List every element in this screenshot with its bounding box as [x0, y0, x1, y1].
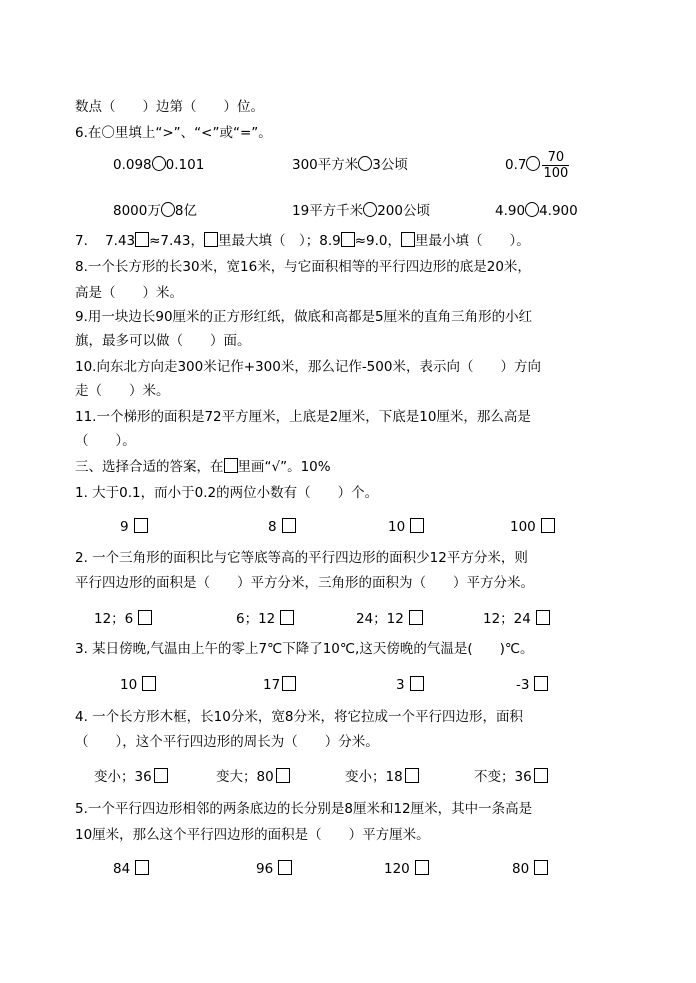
section-3-text-b: 里画“√”。10%	[237, 459, 331, 475]
q6-item-6	[495, 202, 578, 220]
mc1-question: 1. 大于0.1，而小于0.2的两位小数有（ ）个。	[75, 485, 379, 501]
answer-circle[interactable]	[363, 202, 377, 217]
q11-line-1: 11.一个梯形的面积是72平方厘米，上底是2厘米，下底是10厘米，那么高是	[75, 409, 531, 425]
fraction-numerator: 70	[542, 150, 569, 166]
fraction-denominator: 100	[543, 165, 569, 181]
mc5-line-1: 5.一个平行四边形相邻的两条底边的长分别是8厘米和12厘米，其中一条高是	[75, 801, 533, 817]
digit-box[interactable]	[135, 232, 149, 247]
q7-text-b: ≈7.43，	[149, 233, 204, 249]
checkbox[interactable]	[410, 676, 424, 691]
mc3-option	[263, 676, 296, 694]
checkbox[interactable]	[138, 610, 152, 625]
box-symbol	[224, 458, 238, 473]
mc1-option	[510, 518, 555, 536]
checkbox[interactable]	[278, 860, 292, 875]
q7-text-d: ≈9.0，	[354, 233, 402, 249]
mc2-option	[94, 610, 152, 628]
checkbox[interactable]	[282, 518, 296, 533]
checkbox[interactable]	[134, 518, 148, 533]
mc2-option	[483, 610, 550, 628]
mc3-option	[120, 676, 156, 694]
option-label: 12；6	[94, 611, 134, 627]
mc4-option	[94, 768, 168, 786]
option-label: 84	[113, 861, 131, 877]
checkbox[interactable]	[405, 768, 419, 783]
answer-circle[interactable]	[152, 156, 166, 171]
option-label: 变大；80	[216, 769, 274, 785]
q7-text-e: 里最小填（ ）。	[415, 233, 530, 249]
q6-item-4-right: 8亿	[174, 203, 197, 219]
option-label: 变小；36	[94, 769, 152, 785]
mc3-question: 3. 某日傍晚,气温由上午的零上7℃下降了10℃,这天傍晚的气温是( )℃。	[75, 641, 534, 657]
q7-number: 7.	[75, 233, 88, 249]
mc3-option	[396, 676, 424, 694]
q6-item-5	[292, 202, 430, 220]
mc2-option	[356, 610, 423, 628]
mc1-option	[120, 518, 148, 536]
q6-item-3	[505, 148, 569, 182]
mc5-line-2: 10厘米，那么这个平行四边形的面积是（ ）平方厘米。	[75, 827, 430, 843]
mc5-option	[384, 860, 429, 878]
option-label: 10	[120, 677, 138, 693]
q10-line-1: 10.向东北方向走300米记作+300米，那么记作-500米，表示向（ ）方向	[75, 359, 541, 375]
checkbox[interactable]	[135, 860, 149, 875]
digit-box[interactable]	[341, 232, 355, 247]
q6-item-1	[113, 156, 204, 174]
mc5-option	[256, 860, 292, 878]
option-label: 3	[396, 677, 405, 693]
q6-item-2	[292, 156, 408, 174]
q6-item-3-left: 0.7	[505, 157, 527, 173]
q10-line-2: 走（ ）米。	[75, 383, 170, 399]
q6-item-5-right: 200公顷	[377, 203, 430, 219]
mc5-option	[113, 860, 149, 878]
checkbox[interactable]	[142, 676, 156, 691]
q6-item-5-left: 19平方千米	[292, 203, 364, 219]
mc2-line-2: 平行四边形的面积是（ ）平方分米，三角形的面积为（ ）平方分米。	[75, 575, 534, 591]
section-3-heading	[75, 458, 331, 476]
q6-item-6-right: 4.900	[539, 203, 578, 219]
q11-line-2: （ ）。	[75, 433, 136, 449]
option-label: 变小；18	[345, 769, 403, 785]
mc1-option	[268, 518, 296, 536]
q6-item-1-right: 0.101	[165, 157, 205, 173]
mc1-option	[388, 518, 424, 536]
checkbox[interactable]	[409, 610, 423, 625]
mc3-option	[516, 676, 548, 694]
q5-continuation: 数点（ ）边第（ ）位。	[75, 99, 264, 115]
option-label: 不变；36	[474, 769, 532, 785]
q7-text-a: 7.43	[105, 233, 136, 249]
checkbox[interactable]	[276, 768, 290, 783]
digit-box[interactable]	[204, 232, 218, 247]
q9-line-1: 9.用一块边长90厘米的正方形红纸，做底和高都是5厘米的直角三角形的小红	[75, 309, 533, 325]
answer-circle[interactable]	[525, 202, 539, 217]
mc4-option	[345, 768, 419, 786]
mc4-option	[216, 768, 290, 786]
option-label: 12；24	[483, 611, 531, 627]
option-label: -3	[516, 677, 530, 693]
option-label: 8	[268, 519, 277, 535]
q6-item-4	[113, 202, 197, 220]
option-label: 6；12	[236, 611, 276, 627]
q8-line-2: 高是（ ）米。	[75, 285, 183, 301]
q6-item-2-left: 300平方米	[292, 157, 359, 173]
checkbox[interactable]	[154, 768, 168, 783]
q8-line-1: 8.一个长方形的长30米，宽16米，与它面积相等的平行四边形的底是20米，	[75, 259, 531, 275]
checkbox[interactable]	[534, 860, 548, 875]
mc4-option	[474, 768, 548, 786]
option-label: 17	[263, 677, 281, 693]
option-label: 96	[256, 861, 274, 877]
mc5-option	[512, 860, 548, 878]
mc2-option	[236, 610, 294, 628]
answer-circle[interactable]	[161, 202, 175, 217]
option-label: 80	[512, 861, 530, 877]
option-label: 9	[120, 519, 129, 535]
q6-item-2-right: 3公顷	[372, 157, 408, 173]
answer-circle[interactable]	[526, 156, 540, 171]
option-label: 120	[384, 861, 410, 877]
option-label: 10	[388, 519, 406, 535]
q6-title: 6.在〇里填上“>”、“<”或“=”。	[75, 125, 272, 141]
q6-item-1-left: 0.098	[113, 157, 152, 173]
mc4-line-1: 4. 一个长方形木框，长10分米，宽8分米，将它拉成一个平行四边形，面积	[75, 709, 523, 725]
checkbox[interactable]	[415, 860, 429, 875]
checkbox[interactable]	[534, 676, 548, 691]
q7-text-c: 里最大填（ ）；8.9	[218, 233, 341, 249]
mc4-line-2: （ ），这个平行四边形的周长为（ ）分米。	[75, 734, 379, 750]
answer-circle[interactable]	[358, 156, 372, 171]
mc2-line-1: 2. 一个三角形的面积比与它等底等高的平行四边形的面积少12平方分米，则	[75, 550, 528, 566]
checkbox[interactable]	[282, 676, 296, 691]
q9-line-2: 旗，最多可以做（ ）面。	[75, 333, 251, 349]
checkbox[interactable]	[410, 518, 424, 533]
option-label: 24；12	[356, 611, 404, 627]
q6-item-6-left: 4.90	[495, 203, 526, 219]
q7	[75, 232, 530, 250]
checkbox[interactable]	[536, 610, 550, 625]
checkbox[interactable]	[280, 610, 294, 625]
digit-box[interactable]	[401, 232, 415, 247]
option-label: 100	[510, 519, 536, 535]
q6-item-4-left: 8000万	[113, 203, 161, 219]
section-3-text-a: 三、选择合适的答案，在	[75, 459, 224, 475]
checkbox[interactable]	[541, 518, 555, 533]
fraction	[542, 150, 569, 181]
checkbox[interactable]	[534, 768, 548, 783]
